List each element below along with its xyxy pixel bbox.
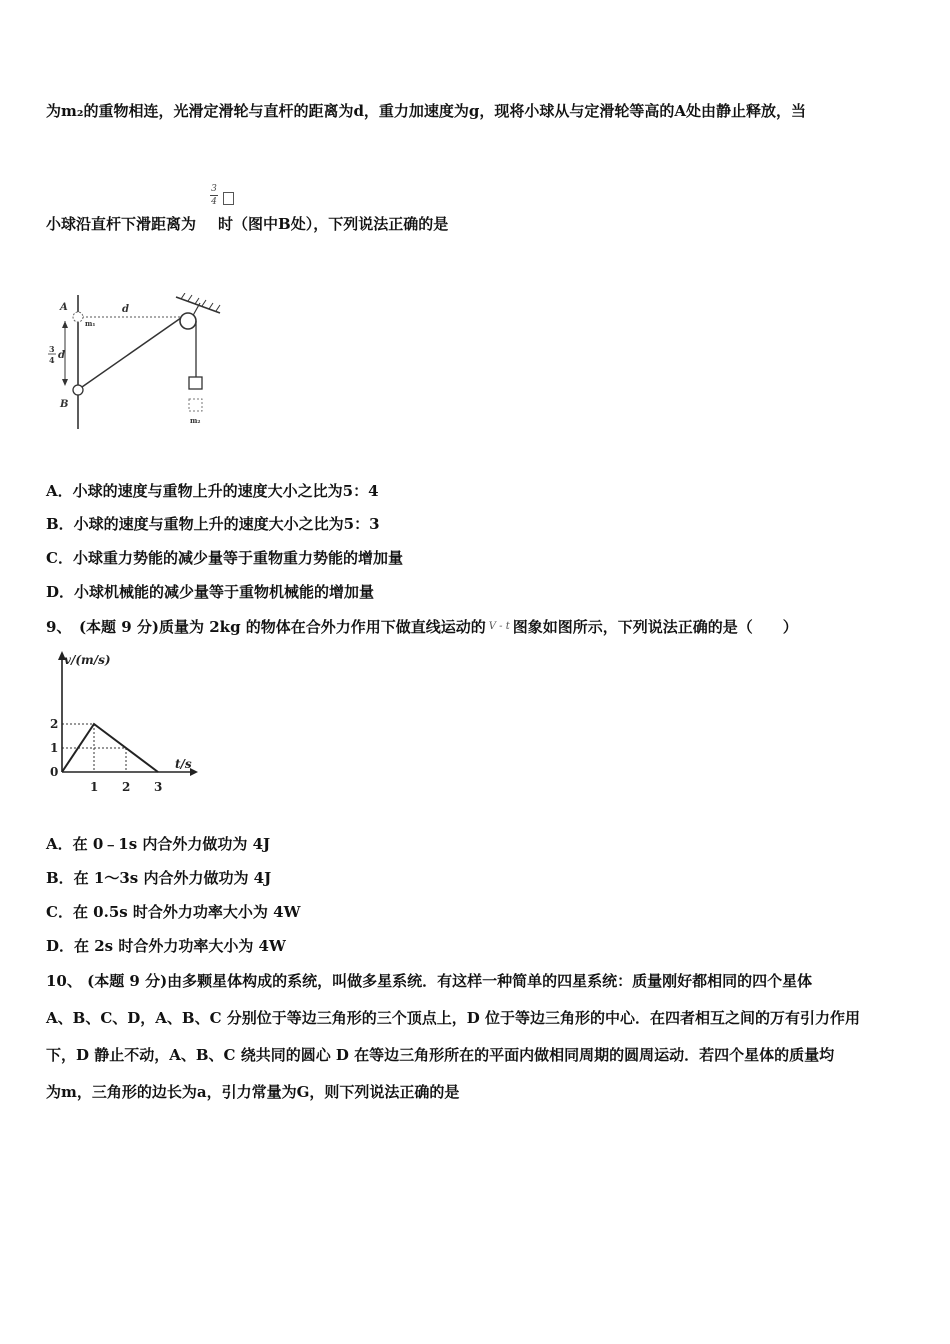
label-m1: m₁ [85, 319, 96, 328]
ceiling-hatch [181, 293, 220, 311]
arrow-head-down [62, 379, 68, 386]
q10-text-line3: 下，D 静止不动，A、B、C 绕共同的圆心 D 在等边三角形所在的平面内做相同周期的圆周运动．若四个星体的质量均 [46, 1046, 835, 1064]
q8-text-line2 [46, 214, 448, 234]
pulley-wheel [180, 313, 196, 329]
label-frac-num: 3 [49, 344, 55, 354]
q8-fraction-denominator: 4 [211, 197, 217, 207]
q8-fraction-numerator: 3 [211, 184, 217, 194]
ball-position-b [73, 385, 83, 395]
label-a: A [60, 302, 68, 313]
q9-number: 9、 [46, 618, 72, 636]
weight-block [189, 377, 202, 389]
rope-segment [82, 313, 188, 387]
q9-option-a[interactable]: A．在 0﹣1s 内合外力做功为 4J [46, 835, 271, 853]
label-frac-d: d [58, 350, 65, 361]
label-b: B [60, 399, 69, 410]
arrow-head-up [62, 321, 68, 328]
chart-tick-labels [50, 717, 162, 794]
q10-text-line4: 为m，三角形的边长为a，引力常量为G，则下列说法正确的是 [46, 1083, 460, 1101]
vt-symbol: V - t [488, 621, 510, 632]
q8-text-line2-part2: 时（图中B处），下列说法正确的是 [218, 215, 449, 233]
x-tick-label-2: 2 [122, 780, 131, 794]
q9-text-part1: (本题 9 分)质量为 2kg 的物体在合外力作用下做直线运动的 [78, 618, 486, 636]
ball-position-a [73, 312, 83, 322]
q8-option-c[interactable]: C．小球重力势能的减少量等于重物重力势能的增加量 [46, 549, 403, 567]
y-axis-label: v/(m/s) [64, 653, 111, 667]
q8-option-a[interactable]: A．小球的速度与重物上升的速度大小之比为5：4 [46, 482, 379, 500]
y-tick-label-2: 2 [50, 717, 59, 731]
q9-option-d[interactable]: D．在 2s 时合外力功率大小为 4W [46, 937, 286, 955]
label-frac-den: 4 [49, 355, 55, 365]
q9-text-part2: 图象如图所示，下列说法正确的是（ ） [512, 618, 798, 636]
label-d: d [122, 304, 129, 315]
q8-text-line2-part1: 小球沿直杆下滑距离为 [46, 215, 197, 233]
x-tick-label-1: 1 [90, 780, 99, 794]
label-m2: m₂ [190, 416, 201, 425]
q8-option-d[interactable]: D．小球机械能的减少量等于重物机械能的增加量 [46, 583, 375, 601]
y-tick-label-1: 1 [50, 741, 59, 755]
q9-option-b[interactable]: B．在 1～3s 内合外力做功为 4J [46, 869, 272, 887]
x-tick-label-3: 3 [154, 780, 163, 794]
missing-glyph-box [223, 192, 234, 205]
q10-text-line1: 10、 (本题 9 分)由多颗星体构成的系统，叫做多星系统．有这样一种简单的四星系统：质量刚好都相同的四个星体 [46, 972, 813, 990]
q9-stem [46, 617, 798, 637]
x-axis-label: t/s [175, 757, 192, 771]
weight-block-initial [189, 399, 202, 411]
q9-option-c[interactable]: C．在 0.5s 时合外力功率大小为 4W [46, 903, 301, 921]
q8-text-line1: 为m₂的重物相连，光滑定滑轮与直杆的距离为d，重力加速度为g，现将小球从与定滑轮等高的A处由静止释放，当 [46, 102, 807, 120]
q8-fraction [210, 184, 218, 207]
pulley-figure [48, 293, 223, 431]
y-tick-label-0: 0 [50, 765, 59, 779]
vt-chart [44, 646, 204, 798]
q8-option-b[interactable]: B．小球的速度与重物上升的速度大小之比为5：3 [46, 515, 380, 533]
chart-guides [62, 724, 126, 772]
q10-text-line2: A、B、C、D，A、B、C 分别位于等边三角形的三个顶点上，D 位于等边三角形的中心．在四者相互之间的万有引力作用 [46, 1009, 860, 1027]
